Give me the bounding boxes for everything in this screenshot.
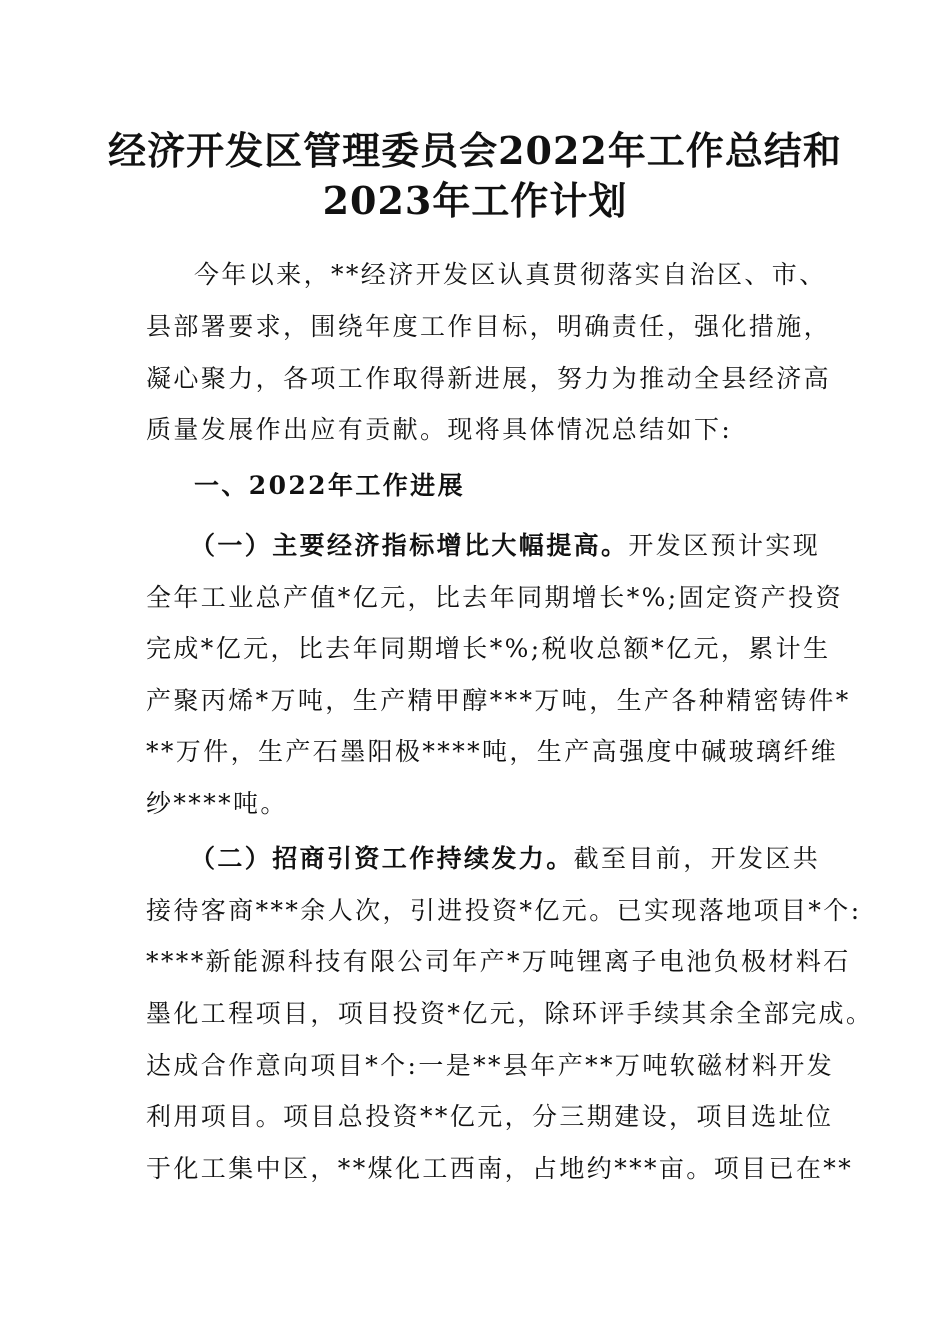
paragraph-line: 纱****吨。	[146, 789, 288, 818]
subsection-line	[190, 843, 870, 875]
paragraph-line: 质量发展作出应有贡献。现将具体情况总结如下:	[146, 415, 733, 444]
subsection-heading: （二）招商引资工作持续发力。	[190, 844, 574, 873]
paragraph-line: 今年以来，**经济开发区认真贯彻落实自治区、市、	[194, 260, 827, 289]
paragraph-text: 开发区预计实现	[628, 531, 821, 560]
paragraph-line: 达成合作意向项目*个:一是**县年产**万吨软磁材料开发	[146, 1051, 835, 1080]
paragraph-line: ****新能源科技有限公司年产*万吨锂离子电池负极材料石	[146, 947, 851, 976]
paragraph-line: 利用项目。项目总投资**亿元，分三期建设，项目选址位	[146, 1102, 834, 1131]
subsection-heading: （一）主要经济指标增比大幅提高。	[190, 531, 629, 560]
paragraph-line: 完成*亿元，比去年同期增长*%;税收总额*亿元，累计生	[146, 634, 831, 663]
paragraph-line: 凝心聚力，各项工作取得新进展，努力为推动全县经济高	[146, 364, 832, 393]
paragraph-line: 全年工业总产值*亿元，比去年同期增长*%;固定资产投资	[146, 583, 843, 612]
subsection-line	[190, 530, 870, 562]
document-title-line-2: 2023年工作计划	[322, 178, 628, 223]
document-title-line-1: 经济开发区管理委员会2022年工作总结和	[108, 128, 842, 173]
section-heading: 一、2022年工作进展	[194, 471, 465, 500]
paragraph-line: 产聚丙烯*万吨，生产精甲醇***万吨，生产各种精密铸件*	[146, 686, 851, 715]
paragraph-line: 县部署要求，围绕年度工作目标，明确责任，强化措施，	[146, 312, 832, 341]
paragraph-text: 截至目前，开发区共	[573, 844, 821, 873]
paragraph-line: 于化工集中区，**煤化工西南，占地约***亩。项目已在**	[146, 1154, 854, 1183]
paragraph-line: 墨化工程项目，项目投资*亿元，除环评手续其余全部完成。	[146, 999, 874, 1028]
paragraph-line: 接待客商***余人次，引进投资*亿元。已实现落地项目*个:	[146, 896, 862, 925]
paragraph-line: **万件，生产石墨阳极****吨，生产高强度中碱玻璃纤维	[146, 737, 839, 766]
